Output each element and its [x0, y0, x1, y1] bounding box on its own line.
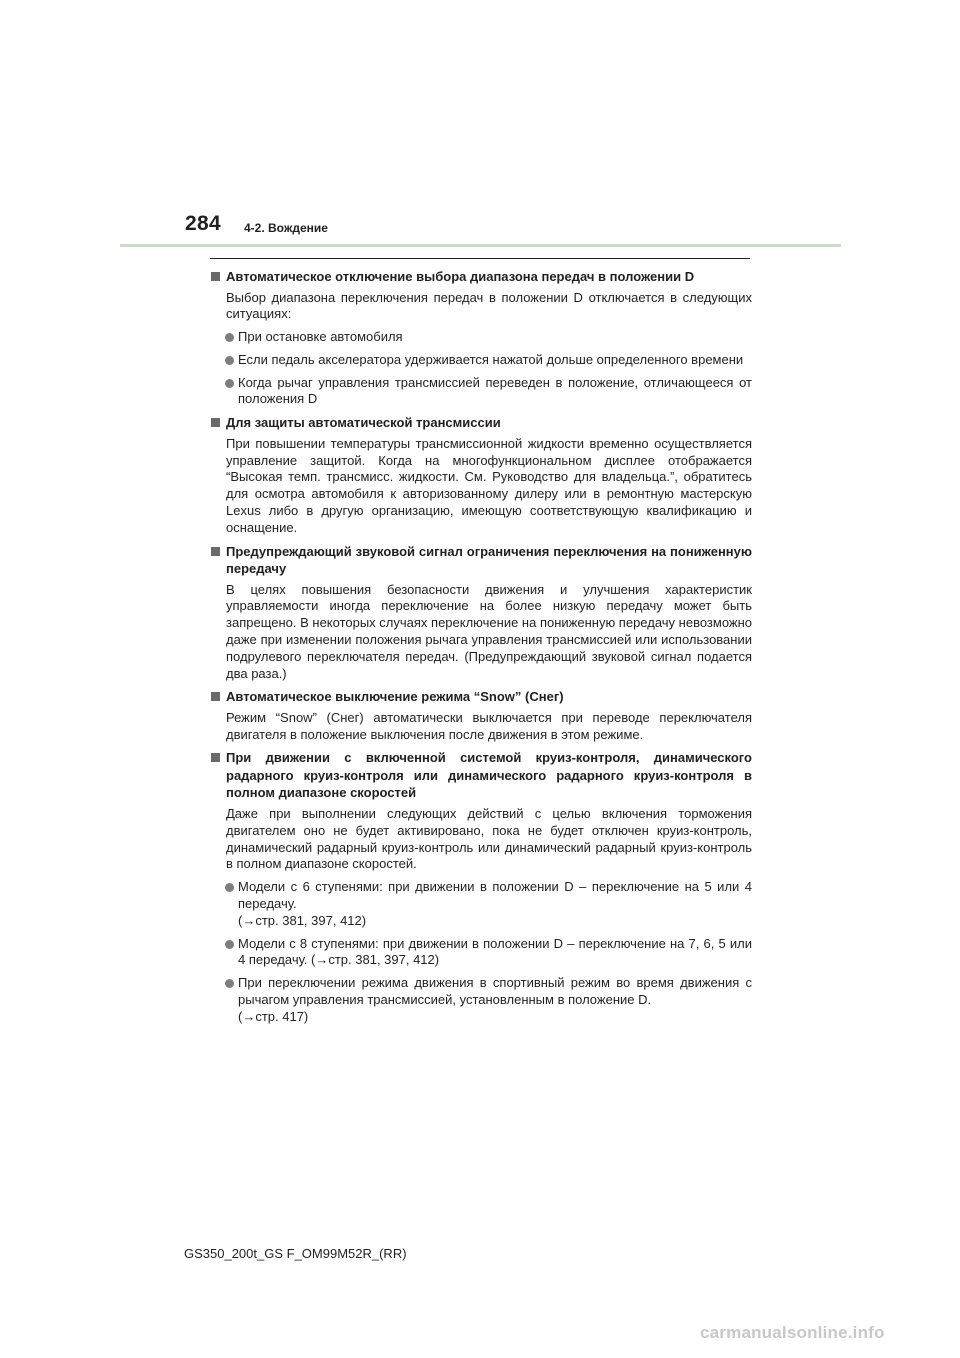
list-item [226, 329, 752, 346]
bullet-dot-icon [225, 333, 234, 342]
content-top-rule [210, 258, 750, 259]
section-heading [210, 749, 752, 802]
section-heading [210, 268, 752, 286]
list-item-text: Модели с 8 ступенями: при движении в положении D – переключение на 7, 6, 5 или 4 передачу. (→стр. 381, 397, 412) [238, 935, 752, 968]
section-heading-text: Автоматическое отключение выбора диапазона передач в положении D [226, 269, 695, 284]
bullet-dot-icon [225, 940, 234, 949]
page-reference: (→стр. 417) [238, 1008, 309, 1024]
footer-model-code: GS350_200t_GS F_OM99M52R_(RR) [184, 1246, 407, 1261]
page-reference: (→стр. 381, 397, 412) [238, 912, 367, 928]
square-marker-icon [211, 418, 220, 427]
section-heading-text: Автоматическое выключение режима “Snow” (Снег) [226, 689, 564, 705]
section-paragraph: Режим “Snow” (Снег) автоматически выключается при переводе переключателя двигателя в положение выключения после движения в этом режиме. [226, 709, 752, 742]
watermark-logo: carmanualsonline.info [700, 1323, 885, 1342]
section-heading [210, 688, 752, 706]
header-rule [120, 244, 841, 247]
section-heading-text: Предупреждающий звуковой сигнал ограничения переключения на пониженную передачу [226, 543, 752, 577]
square-marker-icon [211, 547, 220, 556]
section-transmission-protection [210, 414, 752, 536]
page-number: 284 [185, 212, 221, 235]
section-heading [210, 414, 752, 432]
list-item [226, 936, 752, 970]
bullet-dot-icon [225, 356, 234, 365]
content [210, 268, 752, 1032]
section-paragraph: Выбор диапазона переключения передач в положении D отключается в следующих ситуациях: [226, 289, 752, 322]
square-marker-icon [211, 753, 220, 762]
list-item [226, 975, 752, 1025]
list-item-body [238, 879, 752, 929]
section-auto-range-off [210, 268, 752, 408]
square-marker-icon [211, 272, 220, 281]
bullet-dot-icon [225, 883, 234, 892]
page-header [0, 0, 960, 250]
section-paragraph: При повышении температуры трансмиссионной жидкости временно осуществляется управление защитой. Когда на многофункциональном дисплее отображается “Высокая темп. трансмисс. жидкости. См. Руководство для владельца.”, обратитесь для осмотра автомобиля к авторизованному дилеру или в ремонтную мастерскую Lexus либо в другую организацию, имеющую соответствующую квалификацию и оснащение. [226, 435, 752, 535]
section-title: 4-2. Вождение [244, 221, 328, 235]
list-item [226, 352, 752, 369]
section-heading-text: При движении с включенной системой круиз-контроля, динамического радарного круиз-контроля или динамического радарного круиз-контроля в полном диапазоне скоростей [226, 750, 752, 801]
list-item-text: При остановке автомобиля [238, 329, 403, 345]
section-heading-text: Для защиты автоматической трансмиссии [226, 415, 501, 431]
bullet-dot-icon [225, 979, 234, 988]
section-paragraph: Даже при выполнении следующих действий с целью включения торможения двигателем оно не будет активировано, пока не будет отключен круиз-контроль, динамический радарный круиз-контроль или динамический радарный круиз-контроль в полном диапазоне скоростей. [226, 805, 752, 872]
list-item [226, 375, 752, 409]
section-cruise-control [210, 749, 752, 1025]
section-paragraph: В целях повышения безопасности движения и улучшения характеристик управляемости иногда переключение на более низкую передачу может быть запрещено. В некоторых случаях переключение на пониженную передачу невозможно даже при изменении положения рычага управления трансмиссией или использовании подрулевого переключателя передач. (Предупреждающий звуковой сигнал подается два раза.) [226, 581, 753, 681]
list-item-text: Когда рычаг управления трансмиссией переведен в положение, отличающееся от положения D [238, 374, 752, 407]
square-marker-icon [211, 692, 220, 701]
list-item [226, 879, 752, 929]
section-snow-mode-off [210, 688, 752, 743]
bullet-dot-icon [225, 379, 234, 388]
list-item-text: Модели с 6 ступенями: при движении в положении D – переключение на 5 или 4 передачу. [238, 879, 752, 911]
section-heading [210, 543, 752, 578]
section-downshift-warning [210, 543, 752, 683]
list-item-text: Если педаль акселератора удерживается нажатой дольше определенного времени [238, 351, 744, 367]
list-item-body [238, 975, 752, 1025]
list-item-text: При переключении режима движения в спортивный режим во время движения с рычагом управления трансмиссией, установленным в положение D. [238, 975, 752, 1007]
